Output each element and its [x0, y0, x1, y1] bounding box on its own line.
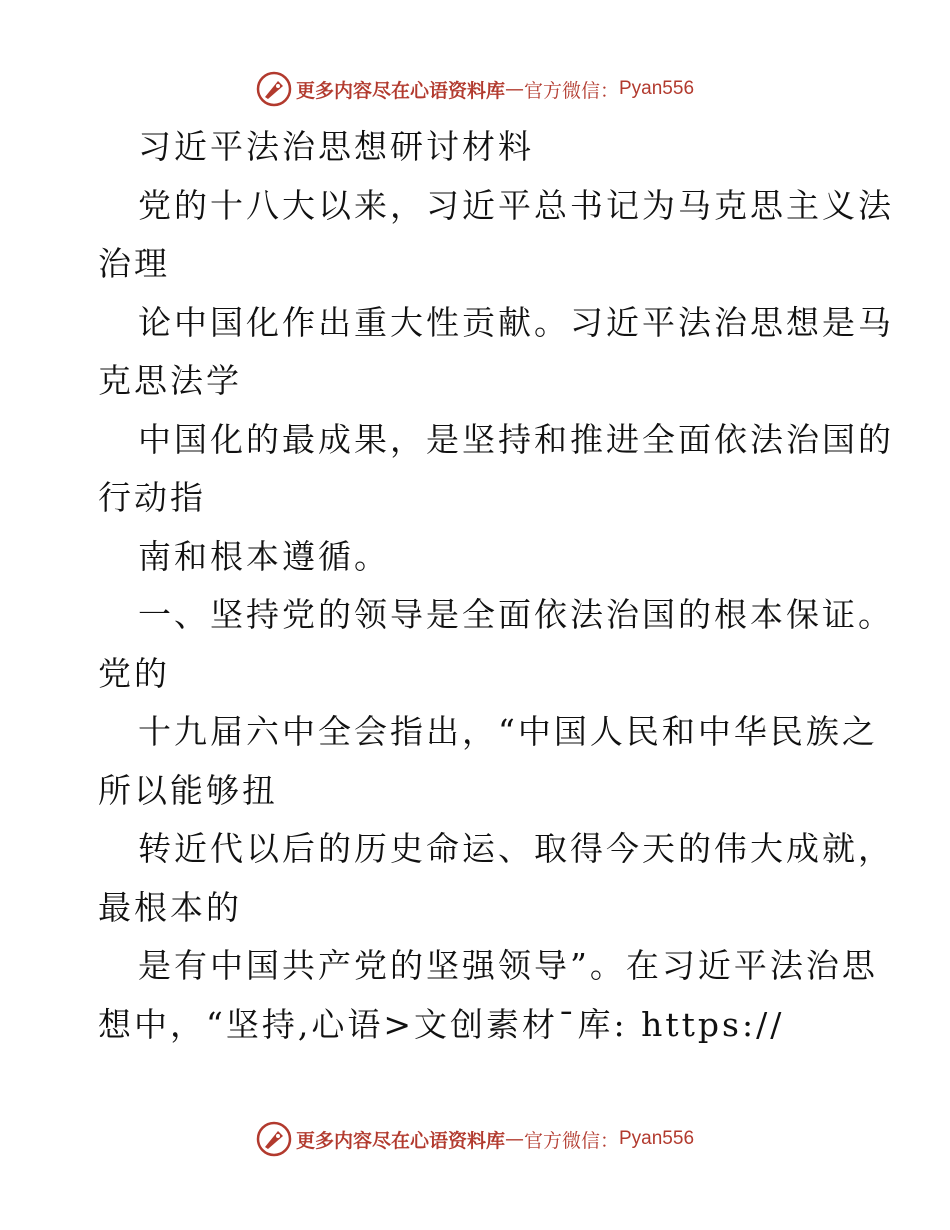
- paragraph-line: 十九届六中全会指出，“中国人民和中华民族之: [138, 712, 878, 751]
- wechat-id: Pyan556: [619, 78, 695, 99]
- paragraph-line: 党的十八大以来，习近平总书记为马克思主义法: [138, 185, 894, 225]
- paragraph-line: 党的: [98, 653, 170, 693]
- footer-banner: [0, 1120, 950, 1158]
- pen-nib-icon: [256, 71, 292, 107]
- document-body: [98, 118, 894, 1054]
- paragraph-line: 论中国化作出重大性贡献。习近平法治思想是马: [138, 302, 894, 342]
- paragraph-line: 最根本的: [98, 887, 242, 927]
- paragraph-line: 转近代以后的历史命运、取得今天的伟大成就，: [138, 829, 894, 868]
- paragraph-line: 中国化的最成果，是坚持和推进全面依法治国的: [138, 419, 894, 459]
- paragraph-line: 克思法学: [98, 361, 242, 400]
- banner-dash: —: [504, 78, 524, 100]
- document-title: 习近平法治思想研讨材料: [138, 127, 534, 166]
- paragraph-line: 是有中国共产党的坚强领导”。在习近平法治思: [138, 946, 878, 985]
- paragraph-line: 治理: [98, 244, 170, 283]
- section-heading-line: 一、坚持党的领导是全面依法治国的根本保证。: [138, 595, 894, 634]
- wechat-label: 官方微信：: [523, 1129, 619, 1152]
- promo-text: 更多内容尽在心语资料库: [295, 79, 505, 102]
- paragraph-line: 所以能够扭: [98, 770, 278, 810]
- paragraph-line: 行动指: [98, 478, 206, 517]
- wechat-id: Pyan556: [619, 1128, 695, 1149]
- paragraph-line: 想中，“坚持,心语>文创素材¯库: https://: [98, 1004, 785, 1044]
- banner-dash: —: [504, 1128, 524, 1150]
- pen-nib-icon: [256, 1121, 292, 1157]
- wechat-label: 官方微信：: [523, 79, 619, 102]
- paragraph-line: 南和根本遵循。: [138, 536, 390, 576]
- header-banner: [0, 70, 950, 108]
- promo-text: 更多内容尽在心语资料库: [295, 1129, 505, 1152]
